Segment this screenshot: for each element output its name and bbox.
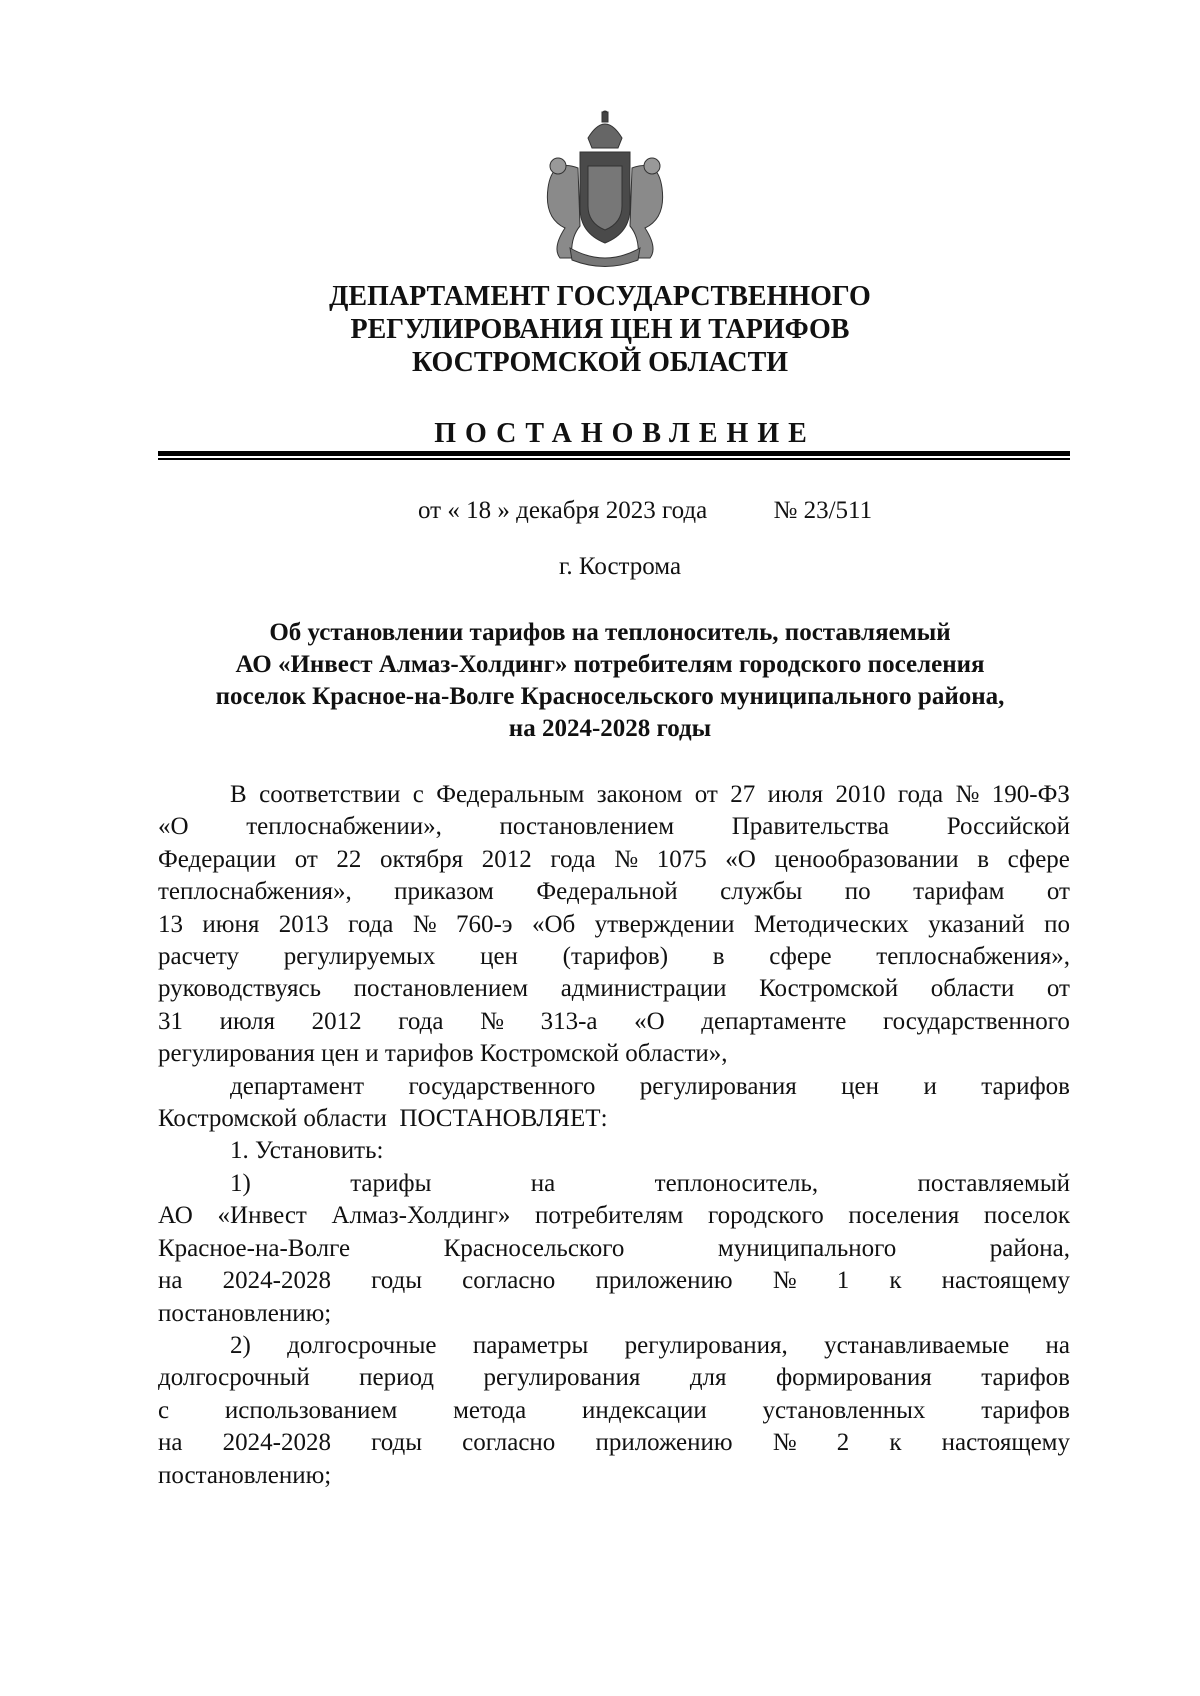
body-word: года xyxy=(897,781,944,808)
body-line xyxy=(158,1233,1070,1265)
body-word: «Об xyxy=(531,910,576,938)
body-word: Методических xyxy=(753,910,909,938)
body-word: Российской xyxy=(946,813,1070,841)
body-word: 13 xyxy=(158,910,183,938)
title-line: на 2024-2028 годы xyxy=(508,715,712,742)
body-word: использованием xyxy=(224,1396,398,1424)
body-word: теплоснабжения», xyxy=(876,943,1070,971)
body-word: 27 xyxy=(730,781,756,808)
body-word: регулирования xyxy=(639,1072,797,1100)
body-word: тарифам xyxy=(913,878,1005,906)
body-word: соответствии xyxy=(259,781,401,808)
body-word: в xyxy=(977,845,989,873)
body-word: года xyxy=(550,845,596,873)
body-word: АО xyxy=(158,1202,193,1230)
body-word: 1 xyxy=(836,1267,850,1295)
body-word: параметры xyxy=(472,1331,589,1359)
body-word: Алмаз-Холдинг» xyxy=(331,1202,511,1230)
body-word: формирования xyxy=(775,1364,932,1392)
body-word: 760-э xyxy=(455,910,513,938)
body-word: 2) xyxy=(230,1331,251,1359)
body-word: постановлению; xyxy=(158,1461,332,1489)
body-word: в xyxy=(712,943,725,971)
body-word: постановлением xyxy=(499,813,675,841)
body-word: администрации xyxy=(560,975,727,1003)
body-word: 313-а xyxy=(540,1007,598,1035)
body-word: муниципального xyxy=(717,1234,897,1262)
body-word: ценообразовании xyxy=(774,845,959,873)
body-word: района, xyxy=(989,1234,1070,1262)
body-word: согласно xyxy=(462,1267,556,1295)
body-word: по xyxy=(1044,910,1070,938)
body-word: от xyxy=(1046,878,1070,906)
organization-name-line: ДЕПАРТАМЕНТ ГОСУДАРСТВЕННОГО xyxy=(329,281,871,312)
body-word: настоящему xyxy=(941,1267,1070,1295)
body-line xyxy=(158,941,1070,973)
body-word: постановлением xyxy=(353,975,529,1003)
body-word: годы xyxy=(371,1429,423,1457)
body-word: поселок xyxy=(983,1202,1070,1230)
body-line xyxy=(158,1135,1070,1167)
body-word: тарифы xyxy=(350,1169,432,1197)
body-word: к xyxy=(889,1267,902,1295)
body-word: для xyxy=(689,1364,727,1392)
body-word: департамент xyxy=(230,1072,365,1100)
body-word: государственного xyxy=(882,1007,1070,1035)
body-word: «О xyxy=(725,845,756,873)
body-line xyxy=(158,1362,1070,1394)
body-word: Федеральной xyxy=(536,878,678,906)
body-word: постановлению; xyxy=(158,1299,332,1327)
body-word: утверждении xyxy=(594,910,735,938)
body-word: 1075 xyxy=(656,845,707,873)
body-line xyxy=(158,973,1070,1005)
date-number-line xyxy=(418,497,872,525)
body-word: индексации xyxy=(582,1396,707,1424)
document-title xyxy=(150,617,1070,745)
body-word: тарифов xyxy=(981,1072,1070,1100)
body-word: от xyxy=(294,845,318,873)
body-word: июня xyxy=(202,910,260,938)
body-word: на xyxy=(158,1267,183,1295)
body-word: годы xyxy=(371,1267,423,1295)
body-word: от xyxy=(1046,975,1070,1003)
body-word: Федерации xyxy=(158,845,277,873)
body-word: 22 xyxy=(336,845,362,873)
body-word: потребителям xyxy=(535,1202,684,1230)
body-line xyxy=(158,1265,1070,1297)
body-word: установленных xyxy=(762,1396,926,1424)
body-word: метода xyxy=(453,1396,527,1424)
body-word: сфере xyxy=(1007,845,1070,873)
body-word: с xyxy=(412,781,424,808)
body-word: законом xyxy=(596,781,683,808)
body-word: Правительства xyxy=(731,813,890,841)
body-word: № xyxy=(772,1267,797,1295)
body-word: с xyxy=(158,1396,170,1424)
body-word: настоящему xyxy=(941,1429,1070,1457)
body-word: цен xyxy=(480,943,518,971)
body-word: теплоснабжения», xyxy=(158,878,352,906)
body-line xyxy=(158,1168,1070,1200)
body-word: регулирования, xyxy=(624,1331,788,1359)
body-line xyxy=(158,1298,1070,1330)
header-divider-thick xyxy=(158,451,1070,456)
body-word: на xyxy=(530,1169,556,1197)
body-word: № xyxy=(614,845,639,873)
body-word: регулируемых xyxy=(283,943,436,971)
body-word: тарифов xyxy=(981,1364,1070,1392)
body-word: тарифов xyxy=(981,1396,1070,1424)
body-word: приложению xyxy=(595,1429,733,1457)
body-word: Красное-на-Волге xyxy=(158,1234,351,1262)
body-word: Костромской xyxy=(759,975,899,1003)
document-number: № 23/511 xyxy=(773,497,873,524)
title-line: поселок Красное-на-Волге Красносельского муниципального района, xyxy=(215,683,1005,710)
body-word: руководствуясь xyxy=(158,975,322,1003)
organization-name-line: РЕГУЛИРОВАНИЯ ЦЕН И ТАРИФОВ xyxy=(350,314,850,345)
body-word: регулирования цен и тарифов Костромской области», xyxy=(158,1040,728,1068)
body-word: приложению xyxy=(595,1267,733,1295)
body-word: государственного xyxy=(408,1072,596,1100)
body-line xyxy=(158,811,1070,843)
body-word: 31 xyxy=(158,1007,183,1035)
body-word: 190-ФЗ xyxy=(991,781,1070,808)
header-divider-thin xyxy=(158,458,1070,460)
body-word: 2010 xyxy=(835,781,886,808)
body-line xyxy=(158,844,1070,876)
body-word: устанавливаемые xyxy=(824,1331,1010,1359)
document-body xyxy=(158,779,1070,1492)
body-word: № xyxy=(955,781,980,808)
body-word: Федеральным xyxy=(436,781,585,808)
body-word: июля xyxy=(219,1007,276,1035)
body-word: долгосрочный xyxy=(158,1364,310,1392)
body-word: и xyxy=(923,1072,937,1100)
body-line xyxy=(158,1038,1070,1070)
body-word: приказом xyxy=(394,878,494,906)
organization-name xyxy=(0,280,1200,379)
body-word: октября xyxy=(380,845,464,873)
body-word: департаменте xyxy=(701,1007,847,1035)
title-line: Об установлении тарифов на теплоноситель, поставляемый xyxy=(269,619,951,646)
body-word: службы xyxy=(720,878,803,906)
body-line xyxy=(158,1006,1070,1038)
body-word: Красносельского xyxy=(443,1234,625,1262)
body-word: на xyxy=(1045,1331,1070,1359)
body-word: поставляемый xyxy=(917,1169,1070,1197)
body-word: № xyxy=(772,1429,797,1457)
body-word: 2013 xyxy=(278,910,329,938)
body-line xyxy=(158,779,1070,811)
body-word: поселения xyxy=(848,1202,960,1230)
title-line: АО «Инвест Алмаз-Холдинг» потребителям городского поселения xyxy=(235,651,985,678)
body-line xyxy=(158,1395,1070,1427)
document-type-heading: ПОСТАНОВЛЕНИЕ xyxy=(434,418,816,449)
body-line xyxy=(158,1330,1070,1362)
body-word: от xyxy=(694,781,718,808)
body-word: (тарифов) xyxy=(562,943,669,971)
body-word: «О xyxy=(158,813,189,841)
body-word: согласно xyxy=(462,1429,556,1457)
body-word: теплоснабжении», xyxy=(246,813,442,841)
body-word: 2024-2028 xyxy=(222,1267,331,1295)
organization-name-line: КОСТРОМСКОЙ ОБЛАСТИ xyxy=(411,347,789,378)
body-word: городского xyxy=(707,1202,824,1230)
body-word: цен xyxy=(841,1072,880,1100)
document-date: от « 18 » декабря 2023 года xyxy=(418,497,708,524)
body-word: период xyxy=(359,1364,434,1392)
body-word: по xyxy=(844,878,871,906)
body-word: № xyxy=(412,910,437,938)
body-word: теплоноситель, xyxy=(654,1169,819,1197)
body-word: 1. Установить: xyxy=(230,1137,384,1165)
body-line xyxy=(158,1427,1070,1459)
body-word: 2012 xyxy=(311,1007,362,1035)
body-word: года xyxy=(398,1007,444,1035)
body-word: на xyxy=(158,1429,183,1457)
body-word: «О xyxy=(634,1007,665,1035)
body-line xyxy=(158,1200,1070,1232)
body-word: регулирования xyxy=(483,1364,641,1392)
body-word: 2 xyxy=(836,1429,850,1457)
body-word: сфере xyxy=(769,943,832,971)
city-line: г. Кострома xyxy=(558,553,682,580)
body-word: года xyxy=(348,910,394,938)
body-line xyxy=(158,876,1070,908)
coat-of-arms-emblem xyxy=(530,108,680,268)
body-line xyxy=(158,1103,1070,1135)
body-word: Костромской области ПОСТАНОВЛЯЕТ: xyxy=(158,1105,608,1133)
body-word: № xyxy=(480,1007,504,1035)
body-word: 2012 xyxy=(481,845,532,873)
body-line xyxy=(158,1460,1070,1492)
body-word: указаний xyxy=(928,910,1025,938)
body-word: расчету xyxy=(158,943,239,971)
body-word: области xyxy=(930,975,1015,1003)
body-line xyxy=(158,1071,1070,1103)
body-word: долгосрочные xyxy=(287,1331,437,1359)
body-line xyxy=(158,909,1070,941)
body-word: к xyxy=(889,1429,902,1457)
body-word: «Инвест xyxy=(217,1202,307,1230)
body-word: В xyxy=(230,781,247,808)
body-word: июля xyxy=(767,781,824,808)
body-word: 2024-2028 xyxy=(222,1429,331,1457)
body-word: 1) xyxy=(230,1169,251,1197)
